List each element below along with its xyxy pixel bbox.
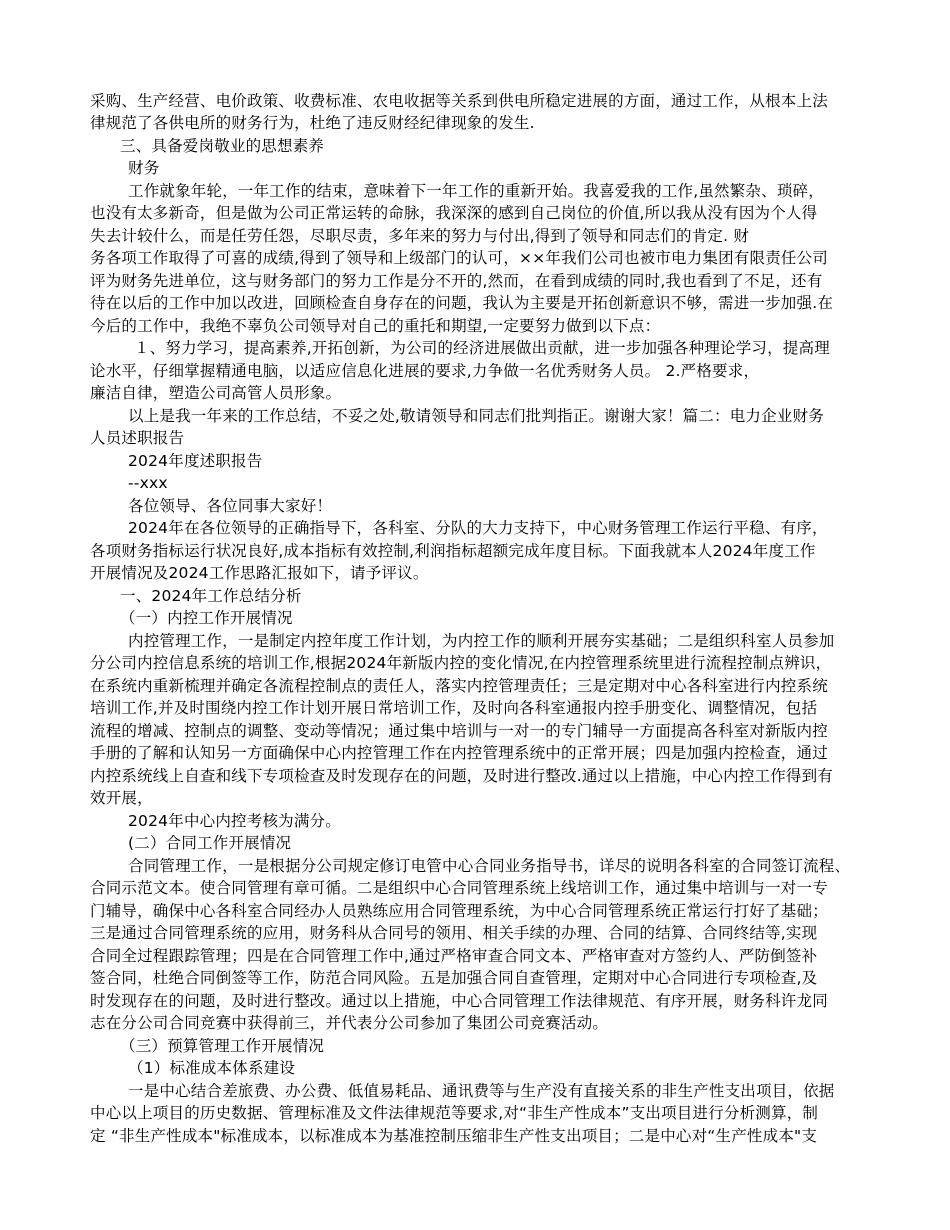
paragraph-line: 在系统内重新梳理并确定各流程控制点的责任人，落实内控管理责任；三是定期对中心各科室进行内控系统 [90,677,828,695]
paragraph-line: 内控系统线上自查和线下专项检查及时发现存在的问题，及时进行整改.通过以上措施，中心内控工作得到有 [90,767,834,785]
report-title: 2024年度述职报告 [128,452,263,470]
paragraph-line: 合同全过程跟踪管理；四是在合同管理工作中,通过严格审查合同文本、严格审查对方签约人、严防倒签补 [90,947,818,965]
subsection-heading: (二）合同工作开展情况 [128,834,292,852]
paragraph-line: 也没有太多新奇，但是做为公司正常运转的命脉，我深深的感到自己岗位的价值,所以我从没有因为个人得 [90,204,818,222]
paragraph-line: 2024年中心内控考核为满分。 [128,812,341,830]
paragraph-line: 效开展， [90,789,153,807]
paragraph-line: 一是中心结合差旅费、办公费、低值易耗品、通讯费等与生产没有直接关系的非生产性支出项目，依据 [128,1082,835,1100]
paragraph-line: 评为财务先进单位，这与财务部门的努力工作是分不开的,然而，在看到成绩的同时,我也看到了不足，还有 [90,272,823,290]
paragraph-line: 合同管理工作，一是根据分公司规定修订电管中心合同业务指导书，详尽的说明各科室的合同签订流程、 [128,857,851,875]
paragraph-line: 手册的了解和认知另一方面确保中心内控管理工作在内控管理系统中的正常开展；四是加强内控检查，通过 [90,744,828,762]
paragraph-line: 时发现存在的问题，及时进行整改。通过以上措施，中心合同管理工作法律规范、有序开展，财务科许龙同 [90,992,828,1010]
paragraph-line: 人员述职报告 [90,429,185,447]
subsection-heading: （三）预算管理工作开展情况 [120,1037,325,1055]
paragraph-line: 中心以上项目的历史数据、管理标准及文件法律规范等要求,对“非生产性成本”支出项目进行分析测算，制 [90,1104,819,1122]
section-heading: 一、2024年工作总结分析 [120,587,302,605]
paragraph-line: 以上是我一年来的工作总结，不妥之处,敬请领导和同志们批判指正。谢谢大家！篇二：电力企业财务 [128,407,824,425]
paragraph-line: 流程的增减、控制点的调整、变动等情况；通过集中培训与一对一的专门辅导一方面提高各科室对新版内控 [90,722,828,740]
paragraph-line: 待在以后的工作中加以改进，回顾检查自身存在的问题，我认为主要是开拓创新意识不够，需进一步加强.在 [90,294,834,312]
paragraph-line: 律规范了各供电所的财务行为，杜绝了违反财经纪律现象的发生. [90,114,535,132]
paragraph-line: 工作就象年轮，一年工作的结束，意味着下一年工作的重新开始。我喜爱我的工作,虽然繁杂、琐碎， [128,182,824,200]
paragraph-line: 培训工作,并及时围绕内控工作计划开展日常培训工作，及时向各科室通报内控手册变化、调整情况，包括 [90,699,818,717]
paragraph-line: 门辅导，确保中心各科室合同经办人员熟练应用合同管理系统，为中心合同管理系统正常运行打好了基础； [90,902,828,920]
section-heading: 三、具备爱岗敬业的思想素养 [120,137,325,155]
paragraph-line: 内控管理工作，一是制定内控年度工作计划，为内控工作的顺利开展夯实基础；二是组织科室人员参加 [128,632,835,650]
paragraph-line: 开展情况及2024工作思路汇报如下，请予评议。 [90,564,429,582]
paragraph-line: 分公司内控信息系统的培训工作,根据2024年新版内控的变化情况,在内控管理系统里进行流程控制点辨识， [90,654,832,672]
paragraph-line: 论水平，仔细掌握精通电脑，以适应信息化进展的要求,力争做一名优秀财务人员。 2.严格要求， [90,362,760,380]
report-author: --xxx [128,474,168,492]
paragraph-line: 三是通过合同管理系统的应用，财务科从合同号的领用、相关手续的办理、合同的结算、合同终结等,实现 [90,924,818,942]
paragraph-line: 财务 [128,159,160,177]
subsection-heading: （一）内控工作开展情况 [120,609,293,627]
paragraph-line: 今后的工作中，我绝不辜负公司领导对自己的重托和期望,一定要努力做到以下点： [90,317,661,335]
paragraph-line: 2024年在各位领导的正确指导下，各科室、分队的大力支持下，中心财务管理工作运行平稳、有序， [128,519,828,537]
paragraph-line: 务各项工作取得了可喜的成绩,得到了领导和上级部门的认可，××年我们公司也被市电力集团有限责任公司 [90,249,829,267]
paragraph-line: 采购、生产经营、电价政策、收费标准、农电收据等关系到供电所稳定进展的方面，通过工作，从根本上法 [90,92,828,110]
paragraph-line: 合同示范文本。使合同管理有章可循。二是组织中心合同管理系统上线培训工作，通过集中培训与一对一专 [90,879,828,897]
paragraph-line: 定 “非生产性成本"标准成本，以标准成本为基准控制压缩非生产性支出项目；二是中心对“生产性成本"支 [90,1127,818,1145]
paragraph-line: 各项财务指标运行状况良好,成本指标有效控制,利润指标超额完成年度目标。下面我就本人2024年度工作 [90,542,816,560]
subsection-heading: （1）标准成本体系建设 [128,1059,296,1077]
paragraph-line: 廉洁自律，塑造公司高管人员形象。 [90,384,342,402]
paragraph-line: 志在分公司合同竞赛中获得前三，并代表分公司参加了集团公司竞赛活动。 [90,1014,609,1032]
paragraph-line: 签合同，杜绝合同倒签等工作，防范合同风险。五是加强合同自查管理，定期对中心合同进行专项检查,及 [90,969,818,987]
paragraph-line: １、努力学习，提高素养,开拓创新，为公司的经济进展做出贡献，进一步加强各种理论学习，提高理 [134,339,830,357]
greeting: 各位领导、各位同事大家好！ [128,497,333,515]
paragraph-line: 失去计较什么，而是任劳任怨，尽职尽责，多年来的努力与付出,得到了领导和同志们的肯定. 财 [90,227,750,245]
